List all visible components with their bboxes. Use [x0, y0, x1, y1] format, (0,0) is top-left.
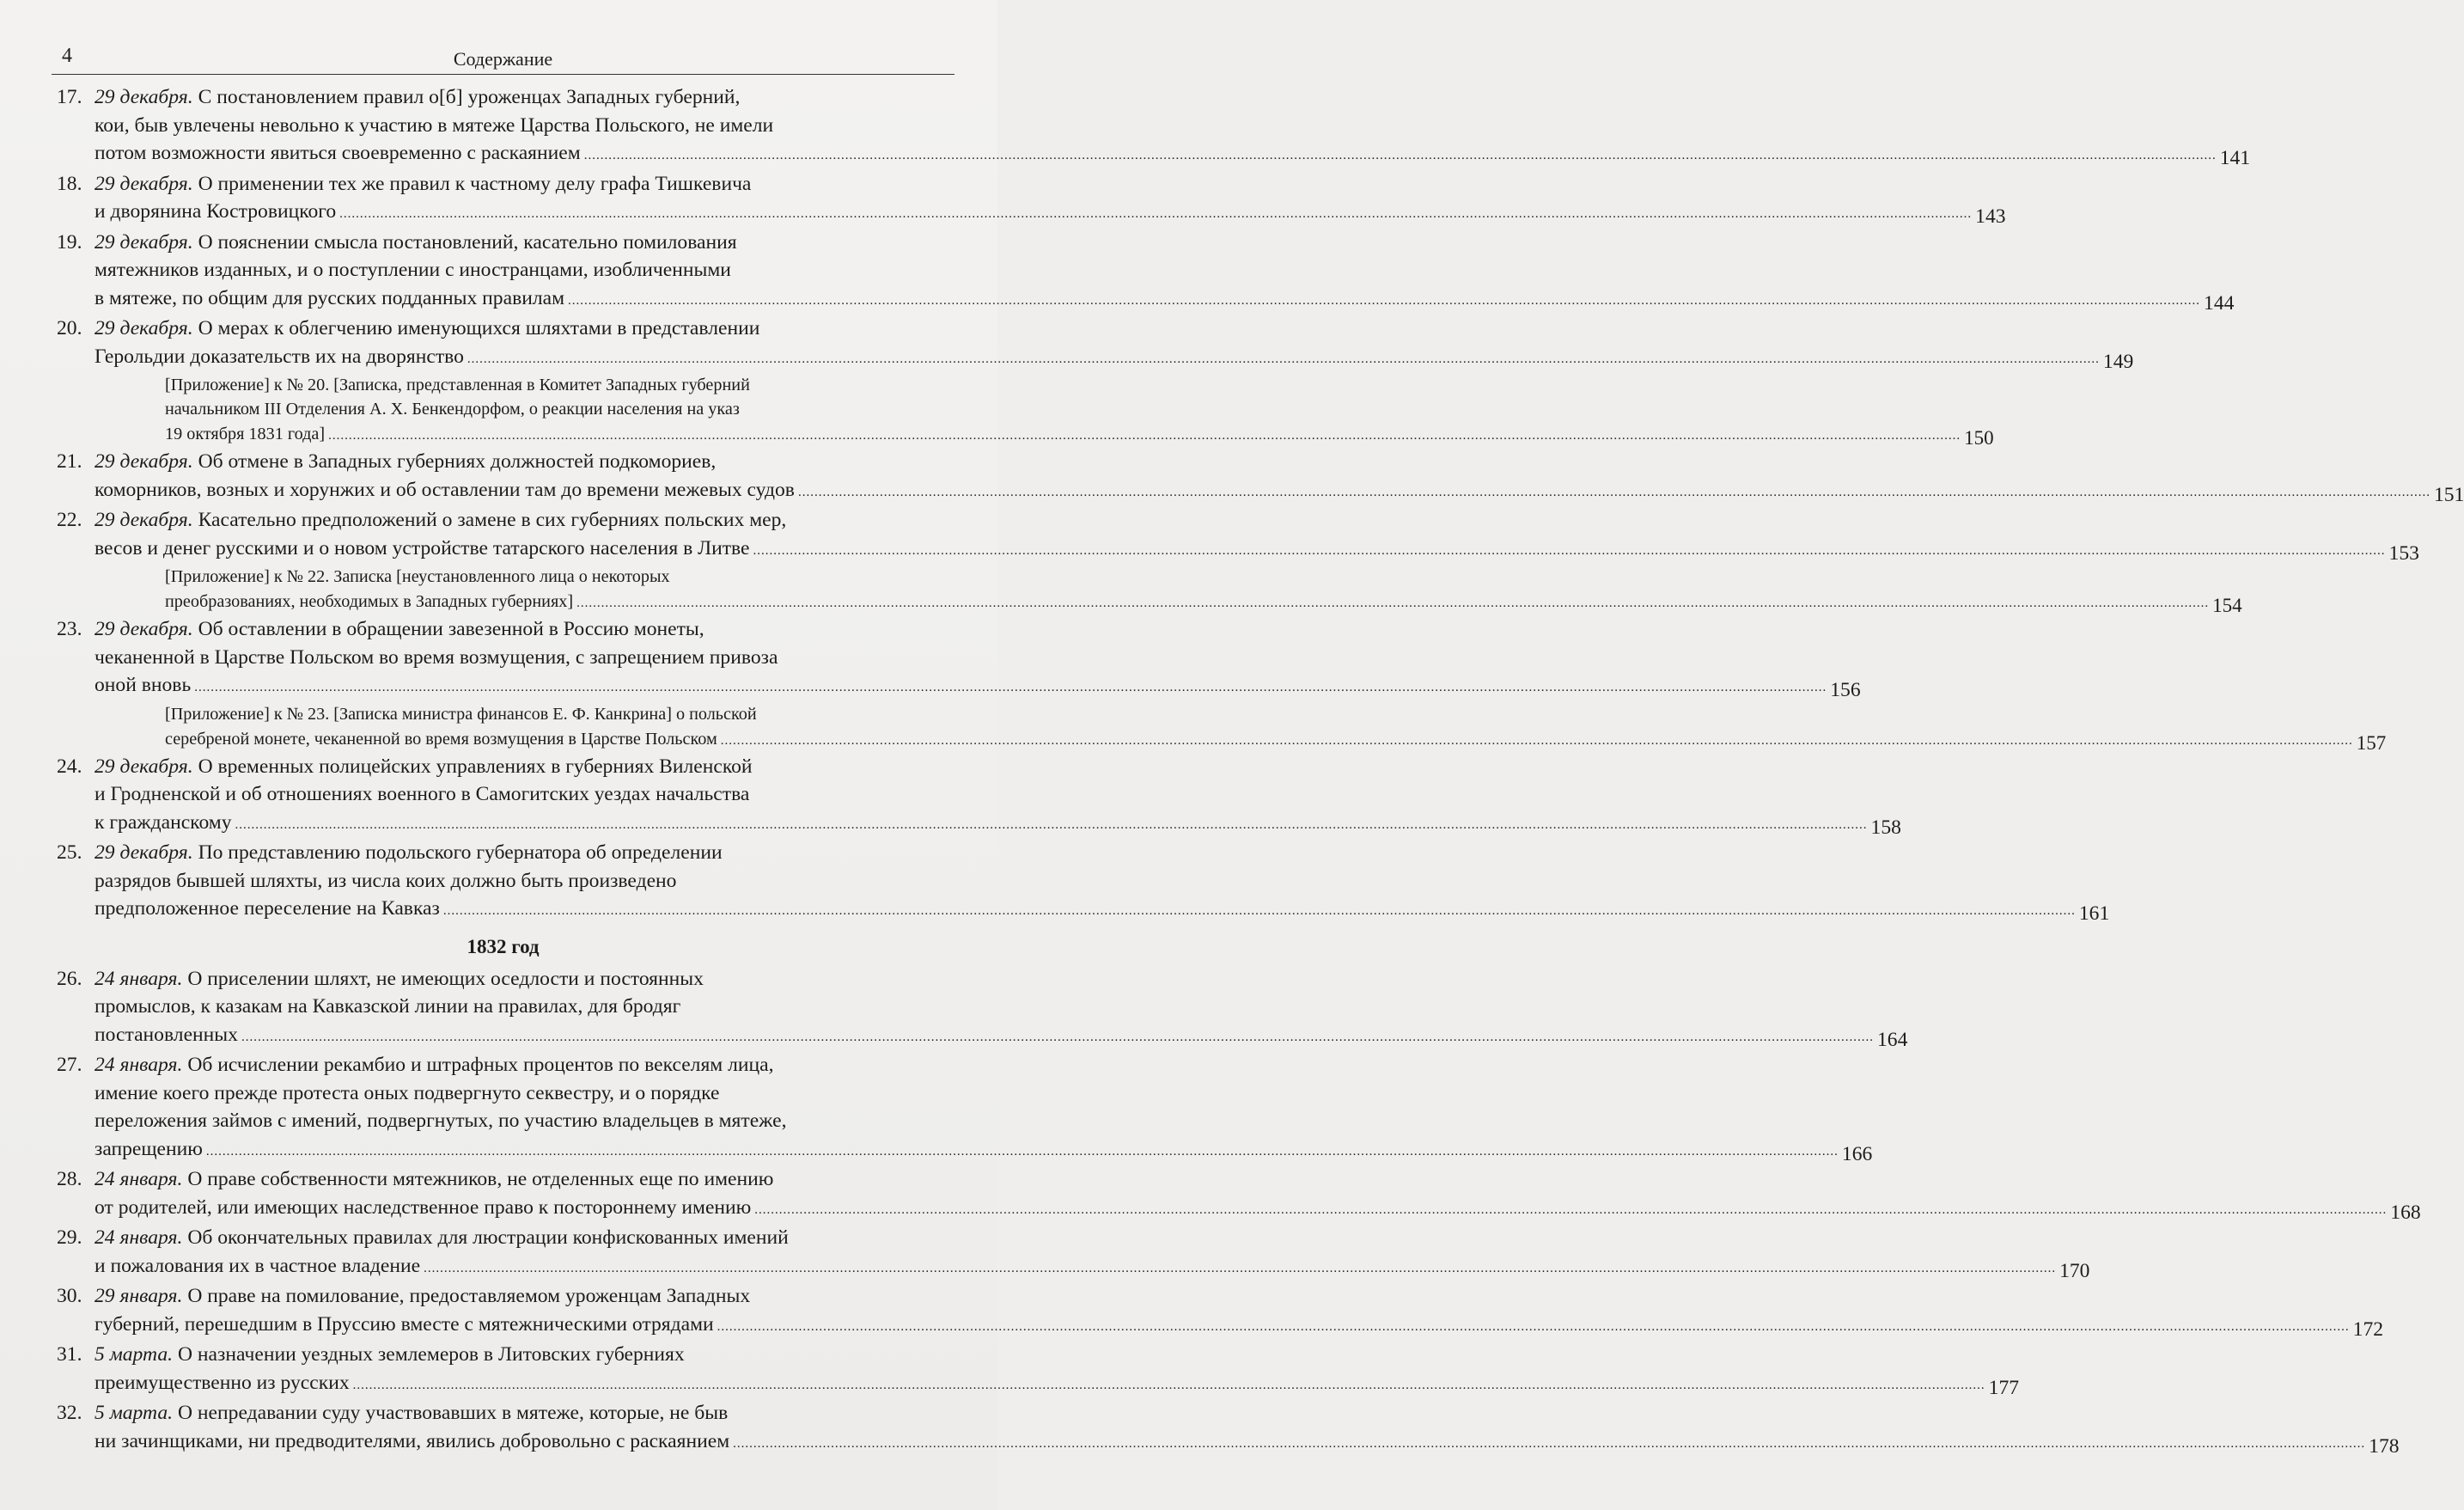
entry-text-line: мятежников изданных, и о поступлении с иностранцами, изобличенными: [95, 259, 731, 281]
entry-text: Об исчислении рекамбио и штрафных процентов по векселям лица,: [187, 1054, 774, 1076]
entry-text: О временных полицейских управлениях в губерниях Виленской: [198, 755, 753, 778]
toc-entry: [52, 83, 2251, 170]
entry-text: По представлению подольского губернатора об определении: [198, 841, 723, 864]
entry-number: 28 .: [57, 1165, 82, 1194]
toc-entry: [52, 1165, 2421, 1224]
entry-text-line: промыслов, к казакам на Кавказской линии на правилах, для бродяг: [95, 995, 681, 1018]
dot-leader: ................................................................................................................................................................................................................................................................................................................................................................................................................: [442, 904, 2076, 918]
dot-leader: ................................................................................................................................................................................................................................................................................................................................................................................................................: [352, 1378, 1985, 1392]
entry-date: 29 декабря .: [95, 509, 193, 531]
entry-text-line: [95, 1341, 954, 1369]
leader-line: [95, 343, 2134, 374]
entry-body: [95, 229, 2235, 315]
entry-body: [95, 315, 2134, 373]
toc-entry: [52, 1051, 1873, 1165]
page-ref: 168: [2390, 1201, 2421, 1224]
entry-number: 26 .: [57, 965, 82, 993]
entry-text: О приселении шляхт, не имеющих оседлости и постоянных: [187, 967, 704, 990]
toc-entry: [52, 1341, 2020, 1399]
entry-number: 23 .: [57, 615, 82, 644]
dot-leader: ................................................................................................................................................................................................................................................................................................................................................................................................................: [467, 352, 2100, 366]
entry-text-last-line: преимущественно из русских: [95, 1371, 350, 1394]
entry-date: 29 декабря .: [95, 86, 193, 108]
page-ref: 177: [1988, 1376, 2020, 1399]
entry-number: 30 .: [57, 1282, 82, 1311]
entry-date: 24 января .: [95, 1054, 182, 1076]
entry-text: Касательно предположений о замене в сих губерниях польских мер,: [198, 509, 787, 531]
page-ref: 157: [2356, 731, 2387, 754]
entry-text-last-line: коморников, возных и хорунжих и об оставлении там до времени межевых судов: [95, 478, 795, 501]
page-ref: 154: [2212, 595, 2242, 616]
entry-text-line: [95, 1224, 954, 1252]
entry-date: 24 января .: [95, 1226, 182, 1249]
entry-number: 21 .: [57, 448, 82, 476]
entry-body: [95, 1051, 1873, 1165]
entry-number: 29 .: [57, 1224, 82, 1252]
entry-text-line: имение коего прежде протеста оных подвергнуто секвестру, и о порядке: [95, 1081, 720, 1104]
leader-line: [95, 535, 2419, 565]
page-ref: 164: [1876, 1028, 1908, 1051]
entry-text-last-line: к гражданскому: [95, 810, 232, 834]
entry-body: [95, 448, 2464, 506]
dot-leader: ................................................................................................................................................................................................................................................................................................................................................................................................................: [424, 1261, 2057, 1275]
entry-text-line: [95, 315, 954, 343]
leader-line: [95, 1194, 2421, 1225]
entry-number: 19 .: [57, 229, 82, 257]
page-ref: 166: [1841, 1142, 1873, 1165]
entry-text-line: [95, 615, 954, 644]
leader-line: [95, 1369, 2020, 1400]
entry-date: 29 января .: [95, 1285, 182, 1307]
entry-text-last-line: весов и денег русскими и о новом устройстве татарского населения в Литве: [95, 536, 750, 559]
entry-text-last-line: серебреной монете, чеканенной во время возмущения в Царстве Польском: [165, 729, 717, 749]
entry-date: 5 марта .: [95, 1343, 173, 1366]
dot-leader: ................................................................................................................................................................................................................................................................................................................................................................................................................: [733, 1436, 2366, 1451]
contents-list-1832: [52, 965, 2421, 1458]
entry-text: О пояснении смысла постановлений, касательно помилования: [198, 230, 737, 254]
entry-text: О праве собственности мятежников, не отделенных еще по имению: [187, 1168, 774, 1190]
appendix-text-line: [Приложение] к № 22. Записка [неустановленного лица о некоторых: [165, 567, 670, 586]
entry-text-line: [95, 83, 954, 112]
entry-body: [95, 1224, 2090, 1282]
entry-text-last-line: Герольдии доказательств их на дворянство: [95, 345, 464, 368]
entry-number: 20 .: [57, 315, 82, 343]
entry-text-line: [95, 506, 954, 535]
entry-text-last-line: и дворянина Костровицкого: [95, 200, 337, 223]
entry-text-last-line: преобразованиях, необходимых в Западных губерниях]: [165, 592, 574, 611]
dot-leader: ................................................................................................................................................................................................................................................................................................................................................................................................................: [754, 1202, 2388, 1217]
appendix-text-line: начальником III Отделения А. Х. Бенкендорфом, о реакции населения на указ: [165, 400, 740, 419]
leader-line: [95, 198, 2006, 229]
entry-text: О непредавании суду участвовавших в мятеже, которые, не быв: [177, 1402, 729, 1424]
page-ref: 151: [2433, 483, 2464, 506]
leader-line: [165, 421, 1994, 449]
toc-entry: [52, 448, 2464, 506]
leader-line: [95, 809, 1901, 840]
page-ref: 150: [1964, 427, 1994, 449]
entry-text-line: [95, 170, 954, 199]
entry-text: О праве на помилование, предоставляемом уроженцам Западных: [187, 1285, 751, 1307]
entry-date: 29 декабря .: [95, 618, 193, 640]
dot-leader: ................................................................................................................................................................................................................................................................................................................................................................................................................: [753, 543, 2386, 558]
dot-leader: ................................................................................................................................................................................................................................................................................................................................................................................................................: [235, 817, 1868, 832]
entry-text-line: разрядов бывшей шляхты, из числа коих должно быть произведено: [95, 869, 677, 892]
dot-leader: ................................................................................................................................................................................................................................................................................................................................................................................................................: [576, 596, 2210, 610]
entry-text-line: [95, 229, 954, 257]
entry-body: [95, 965, 1908, 1052]
entry-text-last-line: запрещению: [95, 1137, 203, 1160]
year-heading: 1832 год: [467, 935, 540, 957]
toc-entry: [52, 1399, 2400, 1458]
dot-leader: ................................................................................................................................................................................................................................................................................................................................................................................................................: [205, 1144, 1839, 1158]
entry-date: 29 декабря .: [95, 755, 193, 778]
entry-number: 31 .: [57, 1341, 82, 1369]
entry-text-last-line: от родителей, или имеющих наследственное право к постороннему имению: [95, 1195, 752, 1219]
entry-date: 29 декабря .: [95, 317, 193, 339]
entry-number: 27 .: [57, 1051, 82, 1079]
entry-text-last-line: 19 октября 1831 года]: [165, 425, 326, 443]
entry-number: 32 .: [57, 1399, 82, 1427]
entry-date: 29 декабря .: [95, 450, 193, 473]
entry-text-line: чеканенной в Царстве Польском во время возмущения, с запрещением привоза: [95, 645, 778, 669]
page-ref: 141: [2219, 147, 2251, 169]
leader-line: [95, 1427, 2400, 1458]
dot-leader: ................................................................................................................................................................................................................................................................................................................................................................................................................: [241, 1030, 1874, 1044]
entry-text-line: [95, 753, 954, 781]
toc-entry: [52, 315, 2134, 373]
entry-text: О мерах к облегчению именующихся шляхтами в представлении: [198, 317, 760, 339]
entry-text-last-line: постановленных: [95, 1023, 238, 1046]
entry-text-line: [95, 965, 954, 993]
entry-body: [95, 839, 2110, 926]
appendix-entry: [52, 565, 2242, 616]
entry-text-line: [95, 448, 954, 476]
entry-text: Об оставлении в обращении завезенной в Россию монеты,: [198, 618, 704, 640]
entry-text-last-line: в мятеже, по общим для русских подданных правилам: [95, 286, 565, 309]
toc-entry: [52, 229, 2235, 315]
page-ref: 143: [1975, 205, 2006, 228]
entry-body: [95, 1282, 2384, 1341]
entry-date: 5 марта .: [95, 1402, 173, 1424]
entry-number: 18 .: [57, 170, 82, 199]
entry-date: 24 января .: [95, 968, 182, 990]
appendix-entry: [52, 702, 2387, 754]
dot-leader: ................................................................................................................................................................................................................................................................................................................................................................................................................: [583, 149, 2217, 162]
appendix-text-line: [Приложение] к № 20. [Записка, представленная в Комитет Западных губерний: [165, 376, 750, 394]
entry-text-line: [95, 1051, 954, 1079]
entry-number: 22 .: [57, 506, 82, 535]
page-ref: 144: [2204, 291, 2235, 315]
entry-text-line: [95, 1399, 954, 1427]
dot-leader: ................................................................................................................................................................................................................................................................................................................................................................................................................: [720, 733, 2353, 748]
entry-body: [95, 506, 2419, 565]
dot-leader: ................................................................................................................................................................................................................................................................................................................................................................................................................: [717, 1319, 2350, 1334]
toc-entry: [52, 839, 2110, 926]
page-ref: 156: [1830, 679, 1861, 701]
entry-text: С постановлением правил о[б] уроженцах Западных губерний,: [198, 86, 741, 108]
toc-entry: [52, 506, 2419, 565]
entry-text: О назначении уездных землемеров в Литовских губерниях: [177, 1343, 685, 1366]
toc-entry: [52, 1282, 2384, 1341]
page-ref: 149: [2102, 350, 2134, 373]
entry-text-line: переложения займов с имений, подвергнутых, по участию владельцев в мятеже,: [95, 1110, 787, 1132]
entry-body: [95, 170, 2006, 229]
entry-body: [95, 1165, 2421, 1224]
entry-text: Об окончательных правилах для люстрации конфискованных имений: [187, 1226, 789, 1249]
entry-text: Об отмене в Западных губерниях должностей подкомориев,: [198, 450, 717, 473]
entry-body: [95, 1399, 2400, 1458]
page-ref: 161: [2078, 902, 2110, 925]
leader-line: [165, 726, 2387, 754]
leader-line: [95, 1311, 2384, 1342]
entry-body: [95, 753, 1901, 840]
entry-number: 24 .: [57, 753, 82, 781]
toc-entry: [52, 1224, 2090, 1282]
entry-number: 17 .: [57, 83, 82, 112]
leader-line: [95, 671, 1861, 702]
entry-text-last-line: губерний, перешедшим в Пруссию вместе с мятежническими отрядами: [95, 1312, 714, 1336]
page-ref: 153: [2388, 541, 2419, 565]
entry-text-last-line: потом возможности явиться своевременно с раскаянием: [95, 142, 581, 164]
leader-line: [95, 895, 2110, 926]
entry-text-last-line: ни зачинщиками, ни предводителями, явились добровольно с раскаянием: [95, 1429, 730, 1452]
toc-entry: [52, 965, 1908, 1052]
entry-text-line: [95, 1282, 954, 1311]
entry-body: [95, 615, 1861, 702]
entry-date: 29 декабря .: [95, 173, 193, 195]
leader-line: [95, 476, 2464, 507]
leader-line: [95, 284, 2235, 315]
entry-body: [95, 1341, 2020, 1399]
dot-leader: ................................................................................................................................................................................................................................................................................................................................................................................................................: [194, 681, 1827, 694]
entry-text-line: и Гродненской и об отношениях военного в Самогитских уездах начальства: [95, 783, 750, 805]
page-ref: 172: [2352, 1317, 2384, 1341]
leader-line: [95, 1135, 1873, 1166]
entry-text-line: кои, быв увлечены невольно к участию в мятеже Царства Польского, не имели: [95, 113, 774, 137]
entry-date: 24 января .: [95, 1168, 182, 1190]
appendix-entry: [52, 373, 1994, 449]
dot-leader: ................................................................................................................................................................................................................................................................................................................................................................................................................: [568, 293, 2201, 308]
leader-line: [165, 589, 2242, 616]
contents-list-1831: [52, 83, 2464, 926]
entry-date: 29 декабря .: [95, 231, 193, 254]
appendix-text-line: [Приложение] к № 23. [Записка министра финансов Е. Ф. Канкрина] о польской: [165, 704, 757, 724]
leader-line: [95, 139, 2251, 170]
entry-text-line: [95, 839, 954, 867]
running-title: Содержание: [453, 48, 553, 70]
entry-text-last-line: и пожалования их в частное владение: [95, 1254, 421, 1277]
page-ref: 158: [1870, 816, 1901, 839]
dot-leader: ................................................................................................................................................................................................................................................................................................................................................................................................................: [797, 485, 2430, 499]
entry-text-last-line: оной вновь: [95, 674, 192, 696]
dot-leader: ................................................................................................................................................................................................................................................................................................................................................................................................................: [328, 429, 1961, 443]
toc-entry: [52, 615, 1861, 702]
dot-leader: ................................................................................................................................................................................................................................................................................................................................................................................................................: [339, 207, 1973, 221]
entry-text-last-line: предположенное переселение на Кавказ: [95, 897, 440, 920]
page-number: 4: [62, 45, 72, 67]
page-ref: 170: [2059, 1259, 2090, 1282]
leader-line: [95, 1021, 1908, 1052]
entry-date: 29 декабря .: [95, 841, 193, 864]
entry-text-line: [95, 1165, 954, 1194]
page-ref: 178: [2369, 1434, 2400, 1458]
leader-line: [95, 1252, 2090, 1283]
entry-body: [95, 83, 2251, 170]
running-head: [52, 45, 954, 75]
entry-text: О применении тех же правил к частному делу графа Тишкевича: [198, 172, 752, 195]
toc-entry: [52, 753, 1901, 840]
entry-number: 25 .: [57, 839, 82, 867]
toc-entry: [52, 170, 2006, 229]
